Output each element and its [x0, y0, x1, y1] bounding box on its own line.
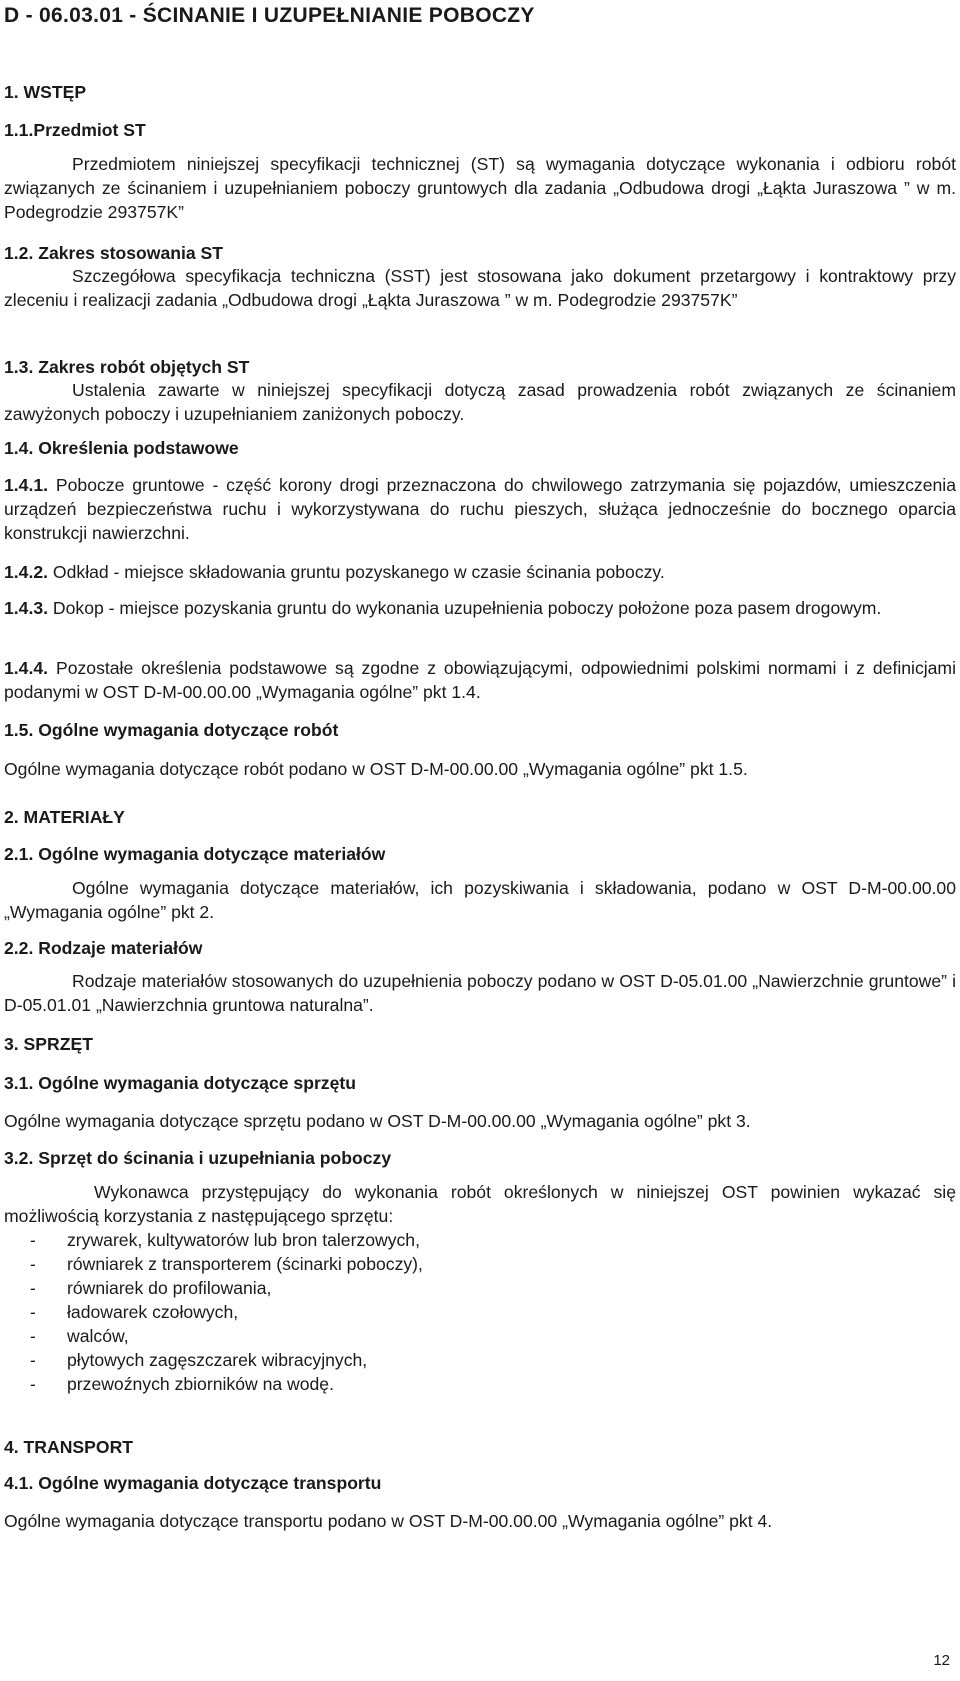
subheading-1-2: 1.2. Zakres stosowania ST	[4, 243, 224, 263]
section-heading-equipment: 3. SPRZĘT	[4, 1034, 93, 1054]
section-heading-intro: 1. WSTĘP	[4, 82, 87, 102]
paragraph-4-1: Ogólne wymagania dotyczące transportu podano w OST D-M-00.00.00 „Wymagania ogólne” pkt 4.	[4, 1511, 773, 1531]
list-bullet: -	[30, 1254, 36, 1274]
list-item-text: ładowarek czołowych,	[67, 1302, 239, 1322]
paragraph-1-1: Przedmiotem niniejszej specyfikacji technicznej (ST) są wymagania dotyczące wykonania i odbioru robót związanych ze ścinaniem i uzupełnianiem poboczy gruntowych dla zadania „Odbudowa drogi „Łąkta Juraszowa ” w m. Podegrodzie 293757K”	[4, 154, 956, 222]
definition-text: Odkład - miejsce składowania gruntu pozyskanego w czasie ścinania poboczy.	[52, 562, 665, 582]
subheading-3-1: 3.1. Ogólne wymagania dotyczące sprzętu	[4, 1073, 356, 1093]
subheading-2-2: 2.2. Rodzaje materiałów	[4, 938, 203, 958]
list-bullet: -	[30, 1302, 36, 1322]
subheading-1-3: 1.3. Zakres robót objętych ST	[4, 357, 250, 377]
definition-text: Dokop - miejsce pozyskania gruntu do wykonania uzupełnienia poboczy położone poza pasem drogowym.	[52, 598, 882, 618]
definition-number: 1.4.1.	[4, 475, 49, 495]
definition-1-4-4	[4, 656, 956, 704]
list-bullet: -	[30, 1326, 36, 1346]
subheading-3-2: 3.2. Sprzęt do ścinania i uzupełniania poboczy	[4, 1148, 392, 1168]
paragraph-1-5: Ogólne wymagania dotyczące robót podano w OST D-M-00.00.00 „Wymagania ogólne” pkt 1.5.	[4, 759, 748, 779]
paragraph-3-1: Ogólne wymagania dotyczące sprzętu podano w OST D-M-00.00.00 „Wymagania ogólne” pkt 3.	[4, 1111, 751, 1131]
list-bullet: -	[30, 1278, 36, 1298]
list-item-text: płytowych zagęszczarek wibracyjnych,	[67, 1350, 368, 1370]
list-bullet: -	[30, 1230, 36, 1250]
definition-1-4-1	[4, 473, 956, 545]
page-number: 12	[933, 1652, 950, 1669]
subheading-1-5: 1.5. Ogólne wymagania dotyczące robót	[4, 720, 339, 740]
definition-number: 1.4.4.	[4, 658, 49, 678]
paragraph-3-2: Wykonawca przystępujący do wykonania robót określonych w niniejszej OST powinien wykazać się możliwością korzystania z następującego sprzętu:	[4, 1182, 956, 1226]
definition-number: 1.4.2.	[4, 562, 49, 582]
definition-1-4-2	[4, 560, 956, 584]
subheading-1-4: 1.4. Określenia podstawowe	[4, 438, 239, 458]
list-item-text: walców,	[67, 1326, 129, 1346]
list-item-text: przewoźnych zbiorników na wodę.	[67, 1374, 334, 1394]
definition-text: Pozostałe określenia podstawowe są zgodne z obowiązującymi, odpowiednimi polskimi normami i z definicjami podanymi w OST D-M-00.00.00 „Wymagania ogólne” pkt 1.4.	[4, 658, 956, 702]
subheading-2-1: 2.1. Ogólne wymagania dotyczące materiałów	[4, 844, 386, 864]
definition-text: Pobocze gruntowe - część korony drogi przeznaczona do chwilowego zatrzymania się pojazdów, umieszczenia urządzeń bezpieczeństwa ruchu i wykorzystywana do ruchu pieszych, służąca jednocześnie do bocznego oparcia konstrukcji nawierzchni.	[4, 475, 956, 543]
subheading-4-1: 4.1. Ogólne wymagania dotyczące transportu	[4, 1473, 382, 1493]
paragraph-1-3: Ustalenia zawarte w niniejszej specyfikacji dotyczą zasad prowadzenia robót związanych ze ścinaniem zawyżonych poboczy i uzupełnianiem zaniżonych poboczy.	[4, 380, 956, 424]
list-bullet: -	[30, 1350, 36, 1370]
definition-number: 1.4.3.	[4, 598, 49, 618]
subheading-1-1: 1.1.Przedmiot ST	[4, 120, 146, 140]
section-heading-transport: 4. TRANSPORT	[4, 1437, 134, 1457]
list-item-text: równiarek do profilowania,	[67, 1278, 272, 1298]
definition-1-4-3	[4, 596, 956, 620]
list-item-text: zrywarek, kultywatorów lub bron talerzowych,	[67, 1230, 420, 1250]
list-item-text: równiarek z transporterem (ścinarki poboczy),	[67, 1254, 423, 1274]
paragraph-1-2: Szczegółowa specyfikacja techniczna (SST) jest stosowana jako dokument przetargowy i kontraktowy przy zleceniu i realizacji zadania „Odbudowa drogi „Łąkta Juraszowa ” w m. Podegrodzie 293757K”	[4, 266, 956, 310]
paragraph-2-2: Rodzaje materiałów stosowanych do uzupełnienia poboczy podano w OST D-05.01.00 „Nawierzchnie gruntowe” i D-05.01.01 „Nawierzchnia gruntowa naturalna”.	[4, 971, 956, 1015]
list-bullet: -	[30, 1374, 36, 1394]
paragraph-2-1: Ogólne wymagania dotyczące materiałów, ich pozyskiwania i składowania, podano w OST D-M-00.00.00 „Wymagania ogólne” pkt 2.	[4, 878, 956, 922]
section-heading-materials: 2. MATERIAŁY	[4, 807, 125, 827]
document-title: D - 06.03.01 - ŚCINANIE I UZUPEŁNIANIE POBOCZY	[4, 4, 535, 27]
